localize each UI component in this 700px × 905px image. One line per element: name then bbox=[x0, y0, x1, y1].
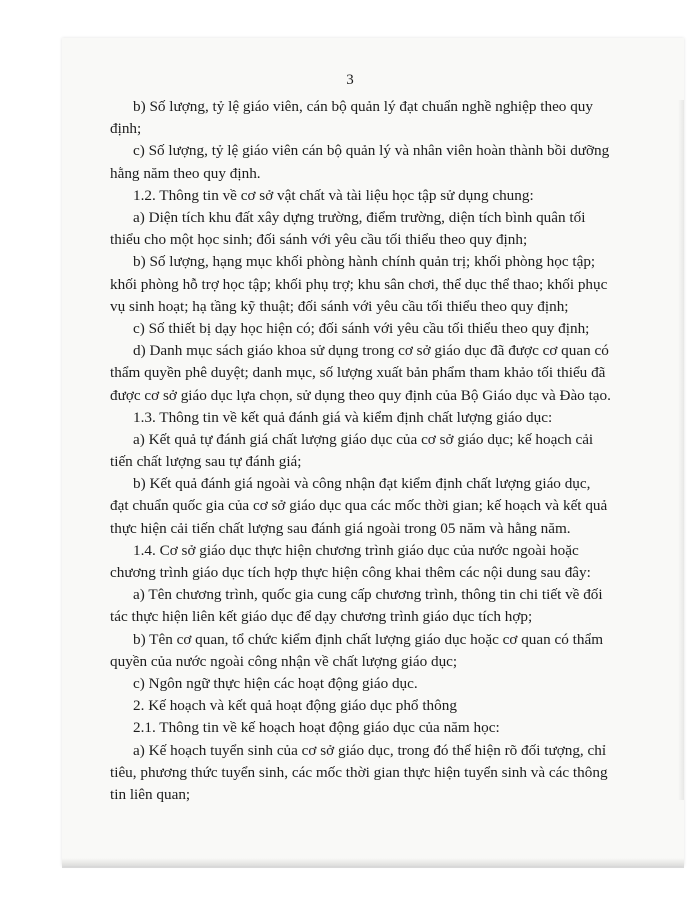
text-line: khối phòng hỗ trợ học tập; khối phụ trợ; khu sân chơi, thể dục thể thao; khối phục bbox=[110, 276, 608, 293]
text-line: đạt chuẩn quốc gia của cơ sở giáo dục qua các mốc thời gian; kế hoạch và kết quả bbox=[110, 497, 608, 514]
scan-edge bbox=[678, 100, 684, 800]
text-line: a) Diện tích khu đất xây dựng trường, điểm trường, diện tích bình quân tối bbox=[133, 209, 586, 226]
text-line: d) Danh mục sách giáo khoa sử dụng trong cơ sở giáo dục đã được cơ quan có bbox=[133, 342, 609, 359]
text-line: a) Kết quả tự đánh giá chất lượng giáo dục của cơ sở giáo dục; kế hoạch cải bbox=[133, 431, 594, 448]
text-line: c) Số thiết bị dạy học hiện có; đối sánh với yêu cầu tối thiểu theo quy định; bbox=[133, 320, 590, 337]
text-line: a) Tên chương trình, quốc gia cung cấp chương trình, thông tin chi tiết về đối bbox=[133, 586, 603, 603]
text-line: vụ sinh hoạt; hạ tầng kỹ thuật; đối sánh với yêu cầu tối thiểu theo quy định; bbox=[110, 298, 569, 315]
text-line: 2.1. Thông tin về kế hoạch hoạt động giáo dục của năm học: bbox=[133, 719, 500, 736]
page-number: 3 bbox=[346, 72, 354, 88]
text-line: b) Tên cơ quan, tổ chức kiểm định chất lượng giáo dục hoặc cơ quan có thẩm bbox=[133, 631, 604, 648]
text-line: thực hiện cải tiến chất lượng sau đánh giá ngoài trong 05 năm và hằng năm. bbox=[110, 520, 571, 537]
text-line: c) Số lượng, tỷ lệ giáo viên cán bộ quản lý và nhân viên hoàn thành bồi dưỡng bbox=[133, 142, 610, 159]
text-line: 1.2. Thông tin về cơ sở vật chất và tài liệu học tập sử dụng chung: bbox=[133, 187, 534, 204]
text-line: tiêu, phương thức tuyển sinh, các mốc thời gian thực hiện tuyển sinh và các thông bbox=[110, 764, 608, 781]
text-line: thẩm quyền phê duyệt; danh mục, số lượng xuất bản phẩm tham khảo tối thiểu đã bbox=[110, 364, 606, 381]
text-line: tin liên quan; bbox=[110, 786, 191, 803]
text-line: a) Kế hoạch tuyển sinh của cơ sở giáo dục, trong đó thể hiện rõ đối tượng, chỉ bbox=[133, 742, 607, 759]
text-line: b) Kết quả đánh giá ngoài và công nhận đạt kiểm định chất lượng giáo dục, bbox=[133, 475, 591, 492]
text-line: 1.4. Cơ sở giáo dục thực hiện chương trình giáo dục của nước ngoài hoặc bbox=[133, 542, 579, 559]
text-line: quyền của nước ngoài công nhận về chất lượng giáo dục; bbox=[110, 653, 458, 670]
scan-shadow bbox=[62, 858, 684, 868]
text-line: chương trình giáo dục tích hợp thực hiện công khai thêm các nội dung sau đây: bbox=[110, 564, 591, 581]
text-line: định; bbox=[110, 120, 142, 137]
text-line: 1.3. Thông tin về kết quả đánh giá và kiểm định chất lượng giáo dục: bbox=[133, 409, 553, 426]
text-line: b) Số lượng, tỷ lệ giáo viên, cán bộ quản lý đạt chuẩn nghề nghiệp theo quy bbox=[133, 98, 593, 115]
text-line: tác thực hiện liên kết giáo dục để dạy chương trình giáo dục tích hợp; bbox=[110, 608, 533, 625]
text-line: c) Ngôn ngữ thực hiện các hoạt động giáo dục. bbox=[133, 675, 418, 692]
text-line: tiến chất lượng sau tự đánh giá; bbox=[110, 453, 302, 470]
text-line: thiểu cho một học sinh; đối sánh với yêu cầu tối thiểu theo quy định; bbox=[110, 231, 528, 248]
text-line: 2. Kế hoạch và kết quả hoạt động giáo dục phổ thông bbox=[133, 697, 457, 714]
text-line: b) Số lượng, hạng mục khối phòng hành chính quản trị; khối phòng học tập; bbox=[133, 253, 596, 270]
text-line: được cơ sở giáo dục lựa chọn, sử dụng theo quy định của Bộ Giáo dục và Đào tạo. bbox=[110, 387, 611, 404]
text-line: hằng năm theo quy định. bbox=[110, 165, 261, 182]
